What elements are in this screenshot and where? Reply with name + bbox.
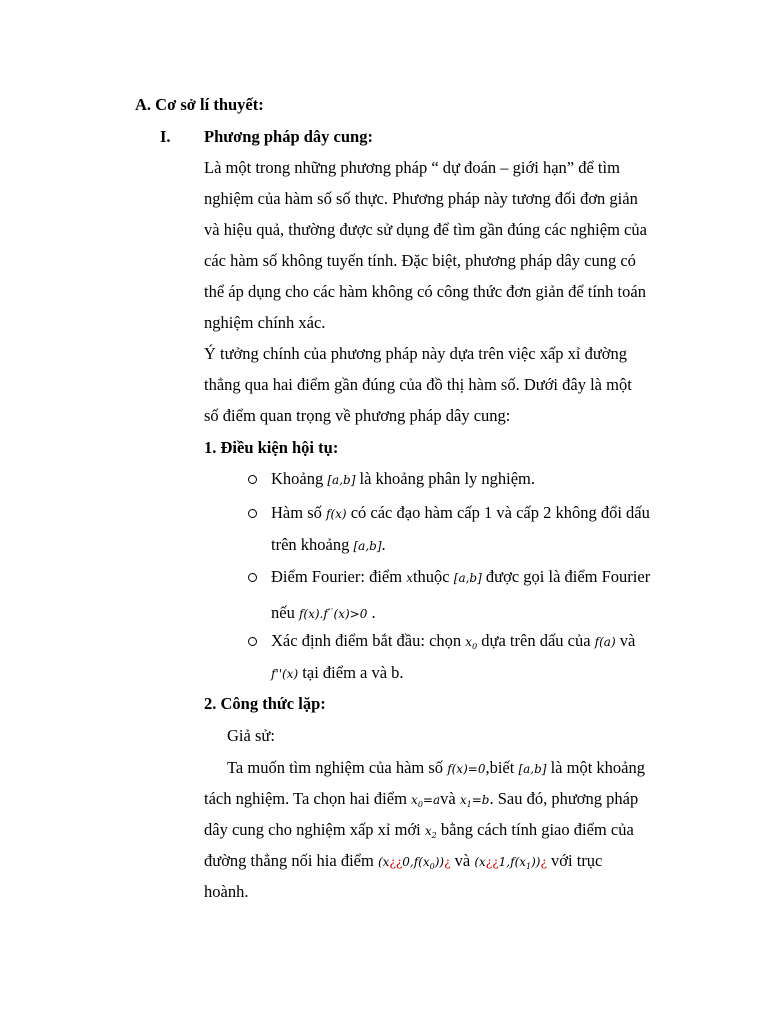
section-i-number: I.: [160, 127, 171, 146]
subsection-2-title: 2. Công thức lặp:: [204, 694, 326, 713]
intro-line-9: số điểm quan trọng về phương pháp dây cung:: [204, 406, 511, 425]
subsection-1-title: 1. Điều kiện hội tụ:: [204, 438, 339, 457]
bullet-3-text-line-1: Điểm Fourier: điểm xthuộc [a,b] được gọi là điểm Fourier: [271, 567, 651, 586]
intro-line-1: Là một trong những phương pháp “ dự đoán – giới hạn” để tìm: [204, 158, 620, 177]
bullet-3-marker: [248, 573, 257, 582]
point-1-formula: $(x¿¿0,f(x_0))¿$: [377, 855, 451, 871]
intro-line-7: Ý tưởng chính của phương pháp này dựa trên việc xấp xỉ đường: [204, 344, 628, 363]
paragraph-gia-su: Giả sử:: [227, 726, 275, 745]
bullet-4-marker: [248, 637, 257, 646]
intro-line-6: nghiệm chính xác.: [204, 313, 326, 332]
section-a-heading: A. Cơ sở lí thuyết:: [135, 95, 264, 114]
formula-paragraph-line-5: hoành.: [204, 882, 249, 901]
bullet-2-marker: [248, 509, 257, 518]
bullet-3-text-line-2: nếu f(x).f··(x)>0 .: [271, 603, 376, 622]
section-i-title: Phương pháp dây cung:: [204, 127, 373, 146]
formula-paragraph-line-4: đường thẳng nối hia điểm $(x¿¿0,f(x_0))¿$ và $(x¿¿1,f(x_1))¿$ với trục: [204, 851, 603, 871]
intro-line-8: thẳng qua hai điểm gần đúng của đồ thị hàm số. Dưới đây là một: [204, 375, 632, 394]
bullet-2-text-line-1: Hàm số f(x) có các đạo hàm cấp 1 và cấp 2 không đổi dấu: [271, 503, 650, 522]
formula-paragraph-line-2: tách nghiệm. Ta chọn hai điểm $x_0=avà$ $x_1=b$. Sau đó, phương pháp: [204, 789, 639, 809]
intro-line-4: các hàm số không tuyến tính. Đặc biệt, phương pháp dây cung có: [204, 251, 636, 270]
intro-line-2: nghiệm của hàm số số thực. Phương pháp này tương đối đơn giản: [204, 189, 638, 208]
bullet-1-marker: [248, 475, 257, 484]
bullet-4-text-line-1: Xác định điểm bắt đầu: chọn $x_0$ dựa trên dấu của f(a) và: [271, 631, 636, 651]
point-2-formula: $(x¿¿1,f(x_1))¿$: [474, 855, 547, 871]
bullet-1-text: Khoảng [a,b] là khoảng phân ly nghiệm.: [271, 469, 536, 488]
bullet-4-text-line-2: f''(x) tại điểm a và b.: [271, 663, 404, 682]
bullet-2-text-line-2: trên khoảng [a,b].: [271, 535, 386, 554]
formula-paragraph-line-3: dây cung cho nghiệm xấp xỉ mới $x_2$ bằng cách tính giao điểm của: [204, 820, 634, 840]
intro-line-3: và hiệu quả, thường được sử dụng để tìm gần đúng các nghiệm của: [204, 220, 647, 239]
intro-line-5: thể áp dụng cho các hàm không có công thức đơn giản để tính toán: [204, 282, 646, 301]
formula-paragraph-line-1: Ta muốn tìm nghiệm của hàm số f(x)=0,biết [a,b] là một khoảng: [227, 758, 645, 777]
